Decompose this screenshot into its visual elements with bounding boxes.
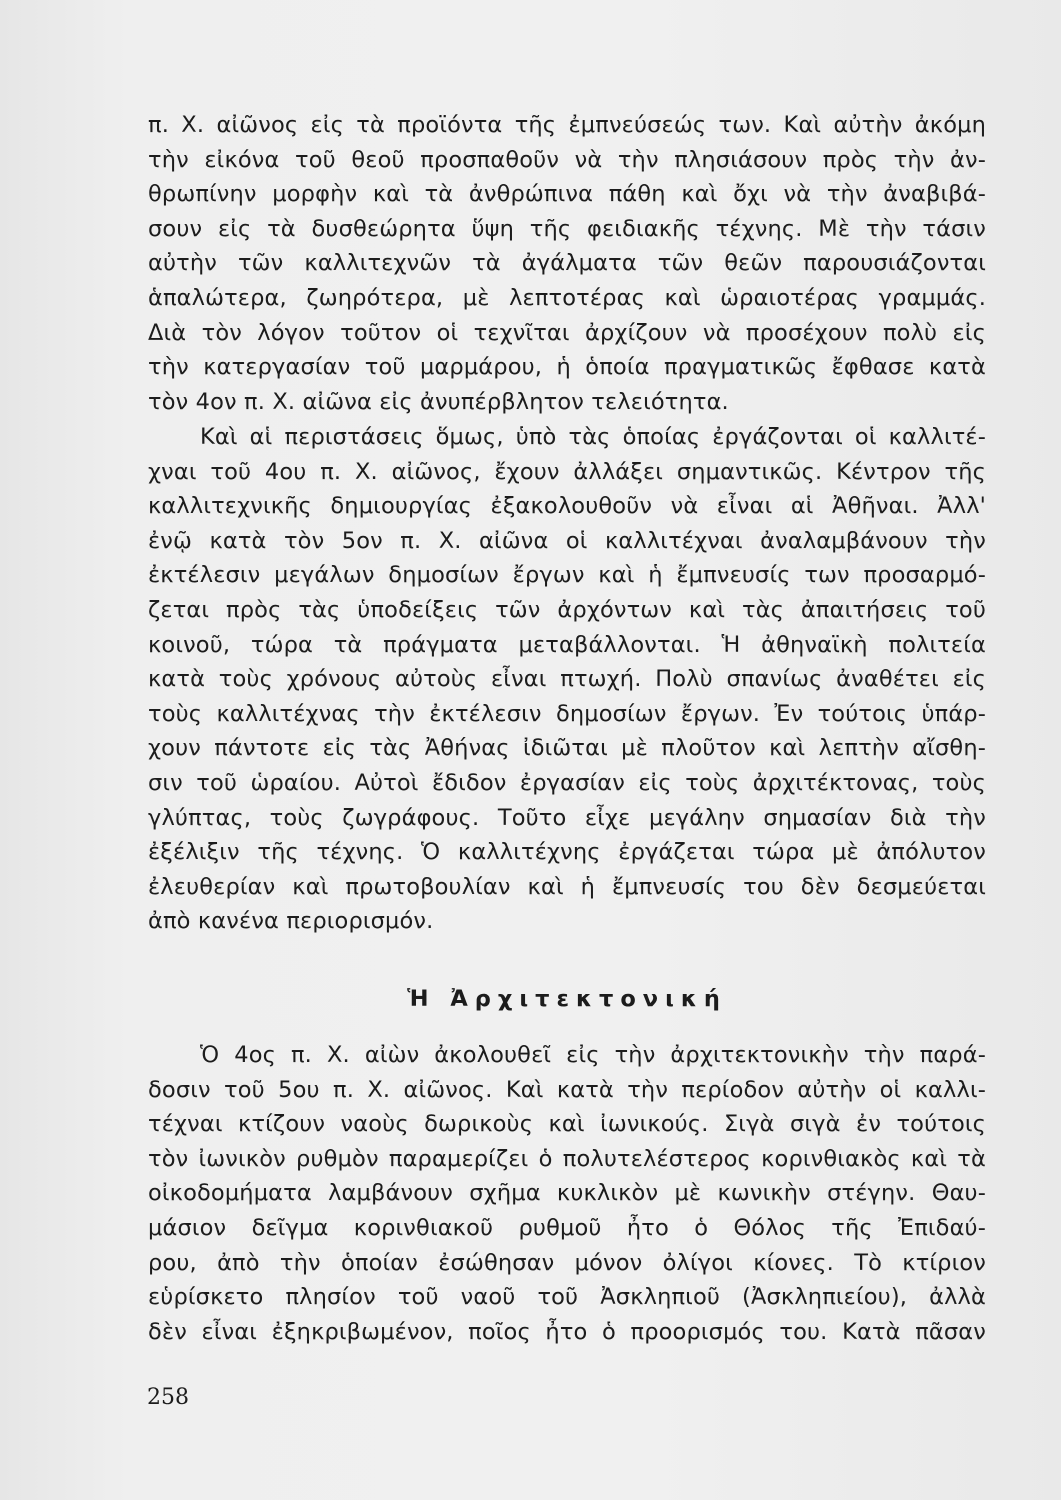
text-line: ἐλευθερίαν καὶ πρωτοβουλίαν καὶ ἡ ἔμπνευσίς του δὲν δεσμεύεται <box>148 873 986 900</box>
text-line: π. Χ. αἰῶνος εἰς τὰ προϊόντα τῆς ἐμπνεύσεώς των. Καὶ αὐτὴν ἀκόμη <box>148 112 986 138</box>
text-line: καλλιτεχνικῆς δημιουργίας ἐξακολουθοῦν νὰ εἶναι αἱ Ἀθῆναι. Ἀλλ' <box>148 493 986 520</box>
text-line: χναι τοῦ 4ου π. Χ. αἰῶνος, ἔχουν ἀλλάξει σημαντικῶς. Κέντρον τῆς <box>148 458 986 485</box>
text-line: τὸν 4ον π. Χ. αἰῶνα εἰς ἀνυπέρβλητον τελειότητα. <box>148 388 729 415</box>
section-heading: Ἡ Ἀρχιτεκτονική <box>407 986 727 1012</box>
text-line: ἐκτέλεσιν μεγάλων δημοσίων ἔργων καὶ ἡ ἔμπνευσίς των προσαρμό- <box>148 562 986 589</box>
text-line: δὲν εἶναι ἐξηκριβωμένον, ποῖος ἦτο ὁ προορισμός του. Κατὰ πᾶσαν <box>148 1318 986 1345</box>
text-line: ἐξέλιξιν τῆς τέχνης. Ὁ καλλιτέχνης ἐργάζεται τώρα μὲ ἀπόλυτον <box>148 839 986 866</box>
text-line: ἐνῷ κατὰ τὸν 5ον π. Χ. αἰῶνα οἱ καλλιτέχναι ἀναλαμβάνουν τὴν <box>148 527 986 554</box>
text-line: γλύπτας, τοὺς ζωγράφους. Τοῦτο εἶχε μεγάλην σημασίαν διὰ τὴν <box>148 804 986 831</box>
text-line: αὐτὴν τῶν καλλιτεχνῶν τὰ ἀγάλματα τῶν θεῶν παρουσιάζονται <box>148 250 986 277</box>
text-line: τὸν ἰωνικὸν ρυθμὸν παραμερίζει ὁ πολυτελέστερος κορινθιακὸς καὶ τὰ <box>148 1145 986 1172</box>
paragraph-3 <box>148 1038 986 1349</box>
text-line: Ὁ 4ος π. Χ. αἰὼν ἀκολουθεῖ εἰς τὴν ἀρχιτεκτονικὴν τὴν παρά- <box>200 1042 986 1068</box>
text-line: ἁπαλώτερα, ζωηρότερα, μὲ λεπτοτέρας καὶ ὡραιοτέρας γραμμάς. <box>148 284 986 311</box>
text-line: κατὰ τοὺς χρόνους αὐτοὺς εἶναι πτωχή. Πολὺ σπανίως ἀναθέτει εἰς <box>148 666 986 693</box>
text-line: εὑρίσκετο πλησίον τοῦ ναοῦ τοῦ Ἀσκληπιοῦ (Ἀσκληπιείου), ἀλλὰ <box>148 1284 986 1311</box>
text-line: τὴν κατεργασίαν τοῦ μαρμάρου, ἡ ὁποία πραγματικῶς ἔφθασε κατὰ <box>148 354 986 381</box>
text-line: σουν εἰς τὰ δυσθεώρητα ὕψη τῆς φειδιακῆς τέχνης. Μὲ τὴν τάσιν <box>148 215 986 242</box>
text-line: ρου, ἀπὸ τὴν ὁποίαν ἐσώθησαν μόνον ὀλίγοι κίονες. Τὸ κτίριον <box>148 1249 986 1276</box>
text-line: ἀπὸ κανένα περιορισμόν. <box>148 908 434 935</box>
page-number: 258 <box>147 1385 189 1410</box>
paragraph-1 <box>148 108 986 419</box>
text-line: σιν τοῦ ὡραίου. Αὐτοὶ ἔδιδον ἐργασίαν εἰς τοὺς ἀρχιτέκτονας, τοὺς <box>148 769 986 796</box>
text-line: δοσιν τοῦ 5ου π. Χ. αἰῶνος. Καὶ κατὰ τὴν περίοδον αὐτὴν οἱ καλλι- <box>148 1076 986 1103</box>
text-line: τοὺς καλλιτέχνας τὴν ἐκτέλεσιν δημοσίων ἔργων. Ἐν τούτοις ὑπάρ- <box>148 700 986 727</box>
paragraph-2 <box>148 420 986 939</box>
text-line: χουν πάντοτε εἰς τὰς Ἀθήνας ἰδιῶται μὲ πλοῦτον καὶ λεπτὴν αἴσθη- <box>148 735 986 762</box>
text-line: οἰκοδομήματα λαμβάνουν σχῆμα κυκλικὸν μὲ κωνικὴν στέγην. Θαυ- <box>148 1180 986 1207</box>
text-line: θρωπίνην μορφὴν καὶ τὰ ἀνθρώπινα πάθη καὶ ὄχι νὰ τὴν ἀναβιβά- <box>148 181 986 208</box>
text-line: Διὰ τὸν λόγον τοῦτον οἱ τεχνῖται ἀρχίζουν νὰ προσέχουν πολὺ εἰς <box>148 319 986 346</box>
text-line: τέχναι κτίζουν ναοὺς δωρικοὺς καὶ ἰωνικούς. Σιγὰ σιγὰ ἐν τούτοις <box>148 1111 986 1138</box>
text-line: κοινοῦ, τώρα τὰ πράγματα μεταβάλλονται. Ἡ ἀθηναϊκὴ πολιτεία <box>148 631 986 658</box>
text-line: τὴν εἰκόνα τοῦ θεοῦ προσπαθοῦν νὰ τὴν πλησιάσουν πρὸς τὴν ἀν- <box>148 146 986 173</box>
text-line: Καὶ αἱ περιστάσεις ὅμως, ὑπὸ τὰς ὁποίας ἐργάζονται οἱ καλλιτέ- <box>200 424 986 450</box>
text-line: μάσιον δεῖγμα κορινθιακοῦ ρυθμοῦ ἦτο ὁ Θόλος τῆς Ἐπιδαύ- <box>148 1214 986 1241</box>
text-line: ζεται πρὸς τὰς ὑποδείξεις τῶν ἀρχόντων καὶ τὰς ἀπαιτήσεις τοῦ <box>148 596 986 623</box>
